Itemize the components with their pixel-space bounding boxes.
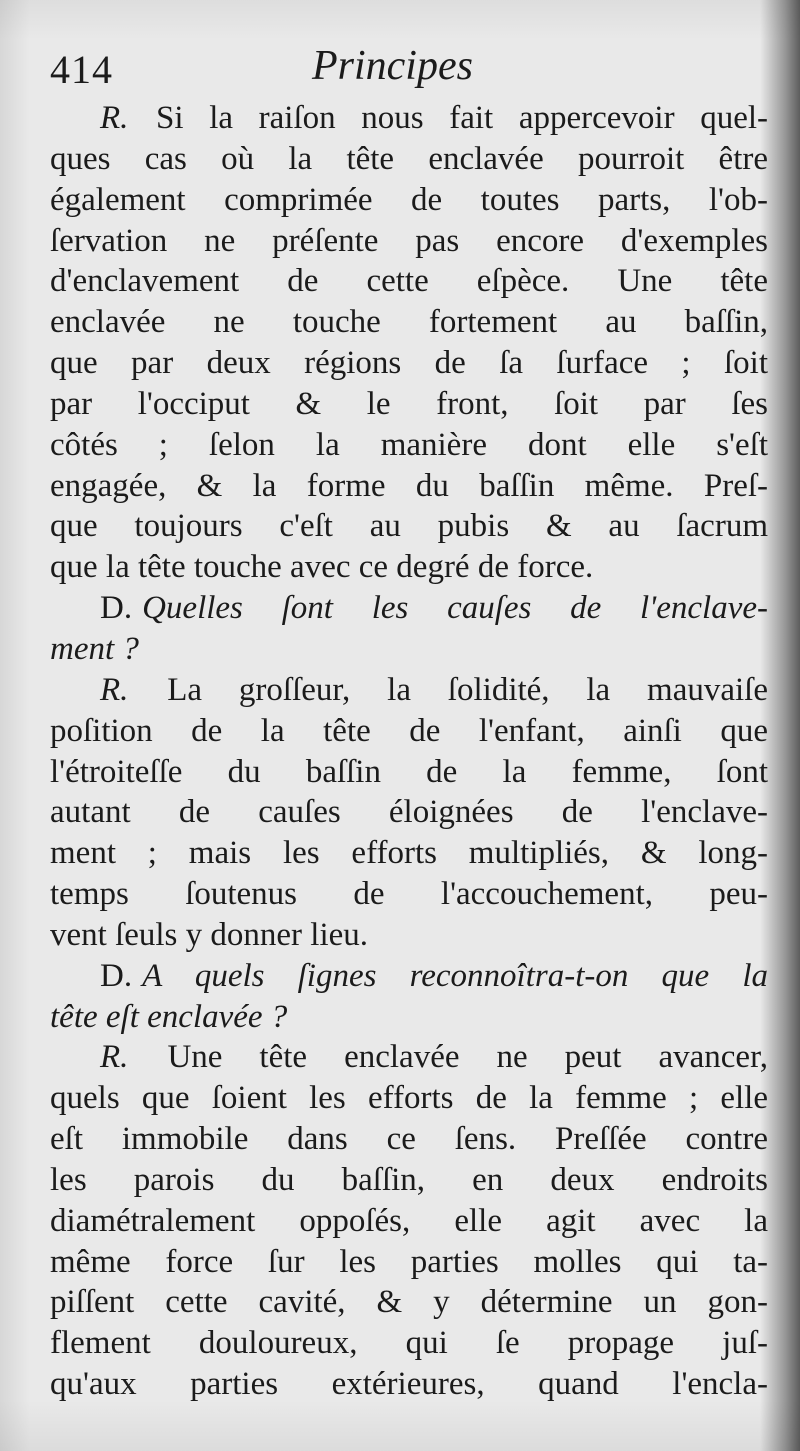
text-line: engagée, & la forme du baſſin même. Preſ- (50, 467, 768, 504)
text-line: temps ſoutenus de l'accouchement, peu- (50, 876, 768, 913)
text-line: autant de cauſes éloignées de l'enclave- (50, 794, 768, 831)
answer-marker: R. (100, 100, 129, 136)
page-number: 414 (50, 47, 113, 92)
text-line: diamétralement oppoſés, elle agit avec la (50, 1202, 768, 1239)
question-marker: D. (100, 590, 133, 627)
text-line: vent ſeuls y donner lieu. (50, 916, 369, 953)
text-line: eſt immobile dans ce ſens. Preſſée contre (50, 1121, 768, 1158)
text-line: poſition de la tête de l'enfant, ainſi que (50, 712, 768, 749)
text-line: ment ; mais les efforts multipliés, & long- (50, 835, 768, 872)
text-line: les parois du baſſin, en deux endroits (50, 1161, 768, 1198)
text-line: R. Une tête enclavée ne peut avancer, (100, 1039, 768, 1076)
body-text (50, 98, 768, 1405)
running-head-title: Principes (312, 43, 473, 89)
answer-marker: R. (100, 1039, 129, 1076)
text-line: que la tête touche avec ce degré de force. (50, 549, 594, 586)
question-line: tête eſt enclavée ? (50, 998, 288, 1035)
text-line: que toujours c'eſt au pubis & au ſacrum (50, 508, 768, 545)
text-line: côtés ; ſelon la manière dont elle s'eſt (50, 426, 768, 463)
text-line: R. Si la raiſon nous fait appercevoir quel- (100, 100, 768, 136)
text-line: d'enclavement de cette eſpèce. Une tête (50, 263, 768, 300)
text-line: par l'occiput & le front, ſoit par ſes (50, 385, 768, 422)
text-line: l'étroiteſſe du baſſin de la femme, ſont (50, 753, 768, 790)
question-line: D. A quels ſignes reconnoîtra-t-on que la (100, 957, 768, 994)
text-line: piſſent cette cavité, & y détermine un gon- (50, 1284, 768, 1321)
text-line: même force ſur les parties molles qui ta- (50, 1243, 768, 1280)
text-line: ques cas où la tête enclavée pourroit être (50, 140, 768, 177)
text-line: enclavée ne touche fortement au baſſin, (50, 304, 768, 341)
question-line: ment ? (50, 630, 139, 667)
text-line: ſervation ne préſente pas encore d'exemples (50, 222, 768, 259)
text-line: quels que ſoient les efforts de la femme ; elle (50, 1080, 768, 1117)
text-line: également comprimée de toutes parts, l'ob- (50, 181, 768, 218)
text-line: qu'aux parties extérieures, quand l'encla- (50, 1366, 768, 1403)
text-line: R. La groſſeur, la ſolidité, la mauvaiſe (100, 671, 768, 708)
question-line: D. Quelles ſont les cauſes de l'enclave- (100, 590, 768, 627)
question-marker: D. (100, 957, 133, 994)
text-line: que par deux régions de ſa ſurface ; ſoit (50, 345, 768, 382)
answer-marker: R. (100, 671, 129, 708)
running-head (50, 42, 750, 98)
text-line: flement douloureux, qui ſe propage juſ- (50, 1325, 768, 1362)
